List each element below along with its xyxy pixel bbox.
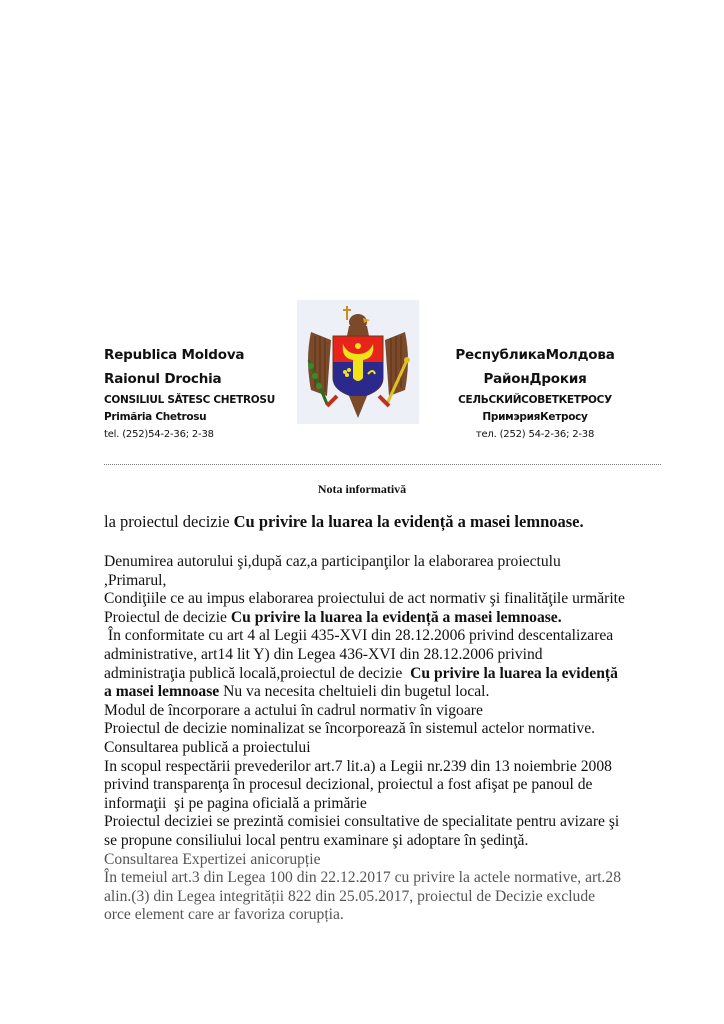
- header-mayoralty-ru: ПримэрияКетросу: [482, 411, 588, 423]
- line-suffix: Nu va necesita cheltuieli din bugetul local.: [219, 683, 490, 701]
- moldova-coat-of-arms-icon: [297, 300, 419, 424]
- body-line: In scopul respectării prevederilor art.7 lit.a) a Legii nr.239 din 13 noiembrie 2008: [104, 757, 612, 775]
- body-line: se propune consiliului local pentru examinare şi adoptare în şedinţă.: [104, 831, 529, 849]
- body-line: [104, 683, 684, 702]
- document-body: [104, 553, 684, 925]
- body-line: Consultarea publică a proiectului: [104, 738, 311, 756]
- body-line: În conformitate cu art 4 al Legii 435-XVI din 28.12.2006 privind descentalizarea: [104, 627, 614, 645]
- header-country-ro: Republica Moldova: [104, 347, 245, 363]
- header-council-ro: CONSILIUL SĂTESC CHETROSU: [104, 394, 275, 406]
- subtitle-prefix: la proiectul decizie: [104, 512, 234, 531]
- header-phone-ru: тел. (252) 54-2-36; 2-38: [475, 429, 595, 440]
- document-title: Nota informativă: [317, 482, 407, 496]
- header-district-ro: Raionul Drochia: [104, 371, 222, 387]
- body-line-gray: alin.(3) din Legea integrității 822 din 25.05.2017, proiectul de Decizie exclude: [104, 887, 596, 905]
- body-line: Modul de încorporare a actului în cadrul normativ în vigoare: [104, 701, 483, 719]
- header-phone-ro: tel. (252)54-2-36; 2-38: [104, 429, 214, 440]
- body-line: administrative, art14 lit Y) din Legea 436-XVI din 28.12.2006 privind: [104, 645, 543, 663]
- header-mayoralty-ro: Primăria Chetrosu: [104, 411, 207, 423]
- body-line: ,Primarul,: [104, 571, 167, 589]
- body-line-gray: orce element care ar favoriza corupția.: [104, 906, 344, 924]
- header-divider: [104, 464, 661, 465]
- body-line: Proiectul deciziei se prezintă comisiei consultative de specialitate pentru avizare şi: [104, 813, 620, 831]
- body-line: Denumirea autorului şi,după caz,a participanţilor la elaborarea proiectulu: [104, 553, 561, 570]
- body-line-gray: Consultarea Expertizei anicorupție: [104, 850, 321, 868]
- body-line: informaţii şi pe pagina oficială a primărie: [104, 794, 367, 812]
- line-bold: a masei lemnoase: [104, 683, 220, 701]
- header-district-ru: РайонДрокия: [483, 371, 587, 387]
- body-line: [104, 665, 684, 684]
- body-line: [104, 609, 684, 628]
- subtitle-bold: Cu privire la luarea la evidență a masei lemnoase.: [233, 512, 584, 531]
- header-council-ru: СЕЛЬСКИЙСОВЕТКЕТРОСУ: [458, 394, 612, 406]
- line-bold: Cu privire la luarea la evidență a masei lemnoase.: [230, 608, 562, 626]
- document-subtitle: [104, 513, 684, 532]
- body-line: privind transparenţa în procesul decizional, proiectul a fost afişat pe panoul de: [104, 776, 593, 794]
- body-line: Proiectul de decizie nominalizat se încorporează în sistemul actelor normative.: [104, 720, 596, 738]
- line-bold: Cu privire la luarea la evidență: [410, 664, 618, 682]
- header-country-ru: РеспубликаМолдова: [455, 347, 615, 363]
- line-prefix: Proiectul de decizie: [104, 608, 231, 626]
- body-line: Condiţiile ce au impus elaborarea proiectului de act normativ şi finalităţile urmărite: [104, 590, 625, 608]
- body-line-gray: În temeiul art.3 din Legea 100 din 22.12.2017 cu privire la actele normative, art.28: [104, 869, 622, 887]
- line-prefix: administraţia publică locală,proiectul de decizie: [104, 664, 411, 682]
